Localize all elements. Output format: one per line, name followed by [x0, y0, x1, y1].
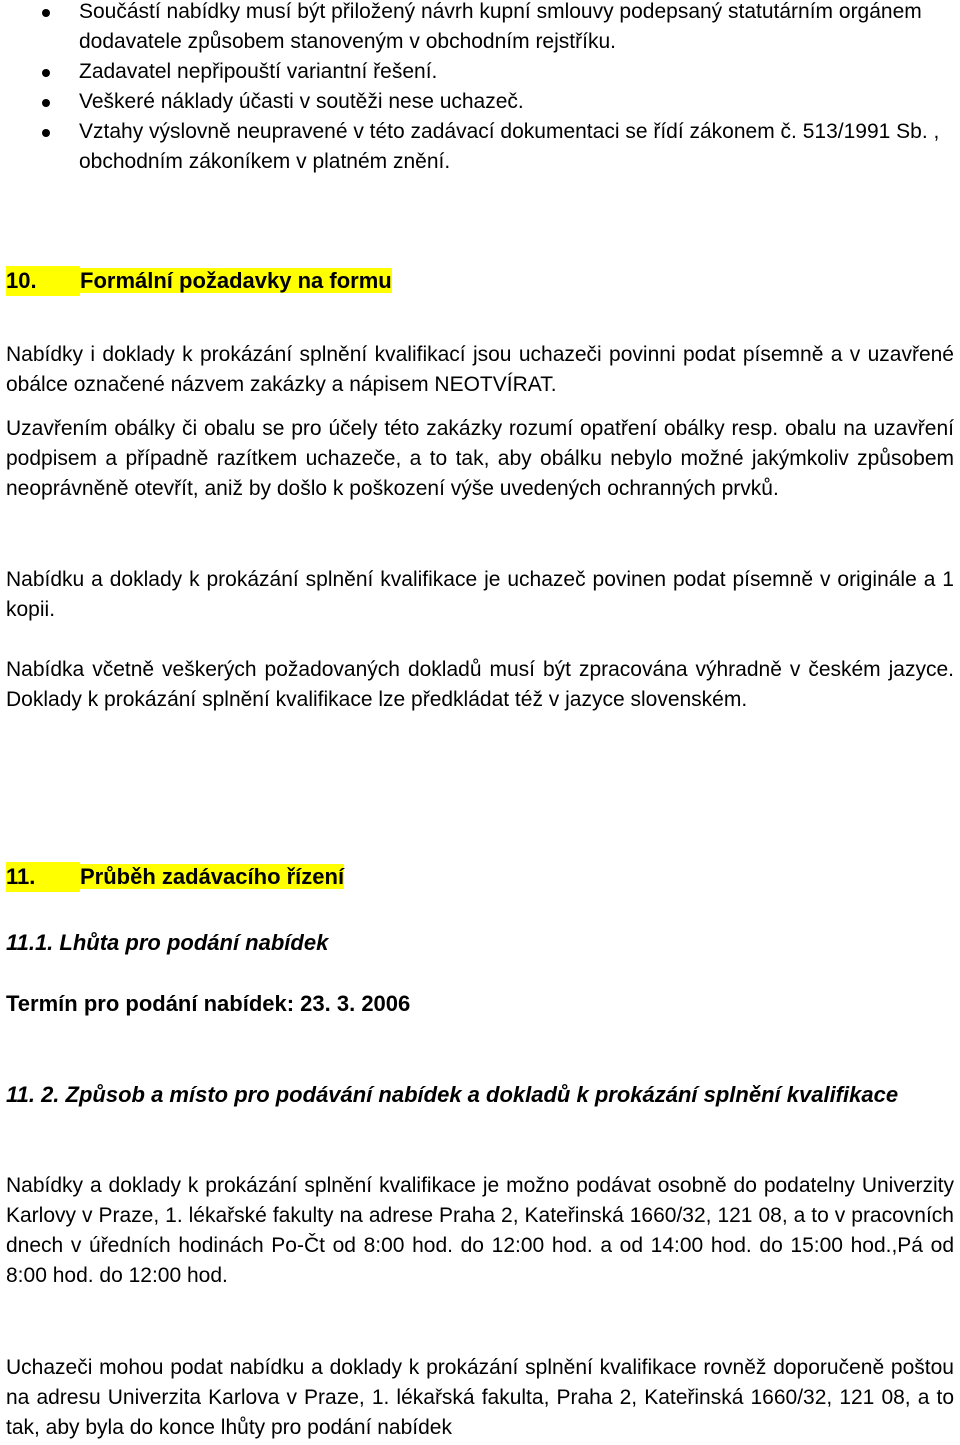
list-item: Součástí nabídky musí být přiložený návrh kupní smlouvy podepsaný statutárním orgánem dodavatele způsobem stanoveným v obchodním rejstříku.: [6, 0, 954, 57]
section-10-paragraph-3: Nabídku a doklady k prokázání splnění kvalifikace je uchazeč povinen podat písemně v originále a 1 kopii.: [6, 568, 954, 621]
section-11-paragraph-2: Uchazeči mohou podat nabídku a doklady k prokázání splnění kvalifikace rovněž doporučeně poštou na adresu Univerzita Karlova v Praze, 1. lékařská fakulta, Praha 2, Kateřinská 1660/32, 121 08, a to tak, aby byla do konce lhůty pro podání nabídek: [6, 1356, 954, 1439]
list-item: Zadavatel nepřipouští variantní řešení.: [6, 57, 954, 87]
conditions-list: [6, 0, 954, 177]
list-item: Veškeré náklady účasti v soutěži nese uchazeč.: [6, 87, 954, 117]
bullet-icon: [42, 9, 50, 17]
section-10-paragraph-2: Uzavřením obálky či obalu se pro účely této zakázky rozumí opatření obálky resp. obalu na uzavření podpisem a případně razítkem uchazeče, a to tak, aby obálku nebylo možné jakýmkoliv způsobem neoprávněně otevřít, aniž by došlo k poškození výše uvedených ochranných prvků.: [6, 417, 954, 500]
bullet-icon: [42, 129, 50, 137]
section-10-paragraph-1: Nabídky i doklady k prokázání splnění kvalifikací jsou uchazeči povinni podat písemně a v uzavřené obálce označené názvem zakázky a nápisem NEOTVÍRAT.: [6, 343, 954, 396]
deadline-text: Termín pro podání nabídek: 23. 3. 2006: [6, 991, 411, 1016]
bullet-icon: [42, 69, 50, 77]
subsection-11-2-heading: 11. 2. Způsob a místo pro podávání nabídek a dokladů k prokázání splnění kvalifikace: [6, 1082, 899, 1107]
bullet-icon: [42, 99, 50, 107]
section-11-heading: 11. Průběh zadávacího řízení: [6, 862, 954, 892]
section-10-paragraph-4: Nabídka včetně veškerých požadovaných dokladů musí být zpracována výhradně v českém jazyce. Doklady k prokázání splnění kvalifikace lze předkládat též v jazyce slovenském.: [6, 658, 954, 711]
list-item: Vztahy výslovně neupravené v této zadávací dokumentaci se řídí zákonem č. 513/1991 Sb. , obchodním zákoníkem v platném znění.: [6, 117, 954, 177]
section-11-paragraph-1: Nabídky a doklady k prokázání splnění kvalifikace je možno podávat osobně do podatelny Univerzity Karlovy v Praze, 1. lékařské fakulty na adrese Praha 2, Kateřinská 1660/32, 121 08, a to v pracovních dnech v úředních hodinách Po-Čt od 8:00 hod. do 12:00 hod. a od 14:00 hod. do 15:00 hod.,Pá od 8:00 hod. do 12:00 hod.: [6, 1174, 954, 1287]
section-10-heading: 10. Formální požadavky na formu: [6, 266, 954, 296]
subsection-11-1-heading: 11.1. Lhůta pro podání nabídek: [6, 930, 329, 955]
